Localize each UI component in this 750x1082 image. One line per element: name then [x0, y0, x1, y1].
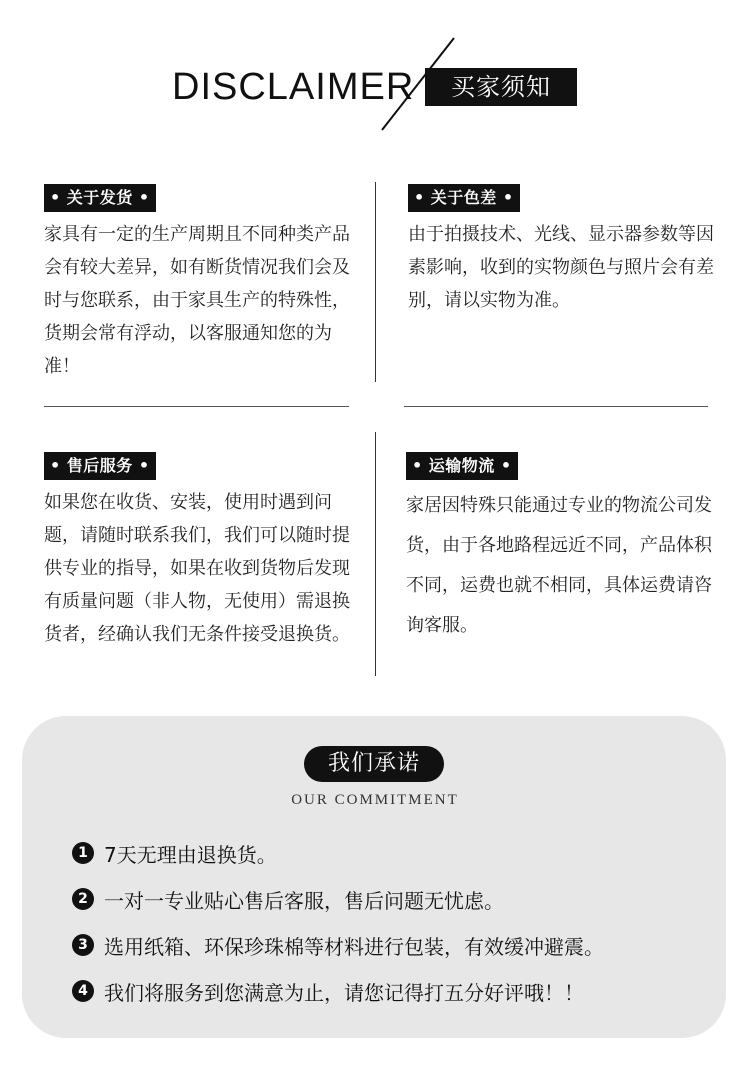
horizontal-divider — [404, 406, 708, 407]
number-badge: 3 — [72, 934, 94, 956]
horizontal-divider — [44, 406, 349, 407]
vertical-divider — [375, 182, 376, 382]
commitment-title: 我们承诺 — [304, 746, 444, 782]
vertical-divider — [375, 432, 376, 676]
commitment-subtitle: OUR COMMITMENT — [291, 792, 459, 808]
section-body: 如果您在收货、安装，使用时遇到问题，请随时联系我们，我们可以随时提供专业的指导，如果在收到货物后发现有质量问题（非人物，无使用）需退换货者，经确认我们无条件接受退换货。 — [44, 492, 350, 645]
section-after-sales — [44, 452, 360, 651]
commitment-text: 我们将服务到您满意为止，请您记得打五分好评哦！！ — [104, 980, 584, 1005]
section-body: 家居因特殊只能通过专业的物流公司发货，由于各地路程远近不同，产品体积不同，运费也就不相同，具体运费请咨询客服。 — [406, 495, 712, 636]
list-item — [72, 922, 712, 968]
section-label: • 关于色差 • — [408, 184, 520, 212]
commitment-text: 7天无理由退换货。 — [104, 842, 277, 867]
commitment-list — [72, 830, 712, 1014]
list-item — [72, 830, 712, 876]
list-item — [72, 968, 712, 1014]
section-logistics — [406, 452, 726, 646]
disclaimer-title: DISCLAIMER — [172, 66, 415, 108]
section-label: • 运输物流 • — [406, 452, 518, 480]
section-label: • 关于发货 • — [44, 184, 156, 212]
header — [0, 0, 750, 140]
number-badge: 4 — [72, 980, 94, 1002]
section-body: 由于拍摄技术、光线、显示器参数等因素影响，收到的实物颜色与照片会有差别，请以实物为准。 — [408, 224, 714, 311]
section-shipping — [44, 184, 360, 383]
commitment-text: 选用纸箱、环保珍珠棉等材料进行包装，有效缓冲避震。 — [104, 934, 604, 959]
commitment-text: 一对一专业贴心售后客服，售后问题无忧虑。 — [104, 888, 504, 913]
buyer-notice-badge: 买家须知 — [425, 68, 577, 106]
list-item — [72, 876, 712, 922]
section-body: 家具有一定的生产周期且不同种类产品会有较大差异，如有断货情况我们会及时与您联系，由于家具生产的特殊性，货期会常有浮动，以客服通知您的为准！ — [44, 224, 350, 377]
section-color-difference — [408, 184, 728, 317]
number-badge: 1 — [72, 842, 94, 864]
section-label: • 售后服务 • — [44, 452, 156, 480]
number-badge: 2 — [72, 888, 94, 910]
